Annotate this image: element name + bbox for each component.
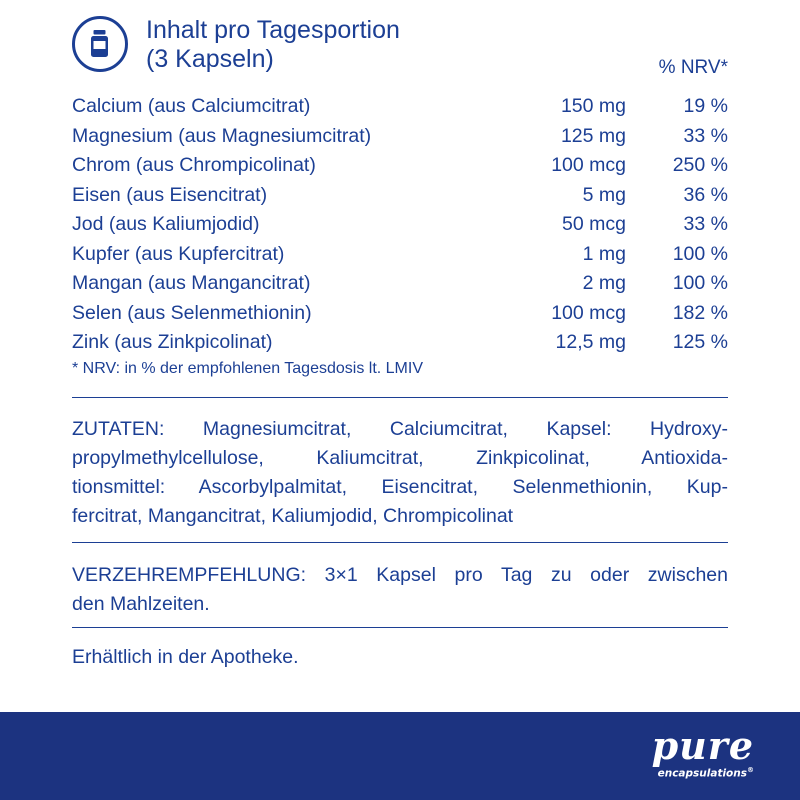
nutrient-amount: 100 mcg xyxy=(551,301,626,324)
nutrient-nrv: 125 % xyxy=(672,331,728,353)
nutrient-amount: 125 mg xyxy=(560,124,626,147)
recommendation-section xyxy=(72,561,728,619)
nrv-column-header: % NRV* xyxy=(658,57,728,78)
divider xyxy=(72,627,728,628)
nutrient-row xyxy=(72,240,732,270)
nutrient-row xyxy=(72,181,732,211)
footer-band xyxy=(0,712,800,800)
nutrient-nrv: 100 % xyxy=(672,242,728,265)
nutrient-amount: 150 mg xyxy=(560,95,626,117)
nutrient-name: Chrom (aus Chrompicolinat) xyxy=(72,154,316,176)
nutrient-nrv: 250 % xyxy=(672,154,728,176)
nutrition-header xyxy=(72,12,732,84)
bottle-glyph xyxy=(91,30,108,57)
nutrient-name: Magnesium (aus Magnesiumcitrat) xyxy=(72,124,372,147)
brand-subline-text: encapsulations xyxy=(657,767,747,780)
nutrient-row xyxy=(72,92,732,122)
ingredients-section xyxy=(72,415,728,531)
ingredients-line: tionsmittel: Ascorbylpalmitat, Eisencitrat, Selenmethionin, Kup- xyxy=(72,476,728,498)
nutrient-name: Selen (aus Selenmethionin) xyxy=(72,301,312,324)
nutrient-table xyxy=(72,92,732,358)
nutrient-nrv: 19 % xyxy=(683,95,728,117)
nutrient-row xyxy=(72,328,732,358)
nutrient-row xyxy=(72,269,732,299)
nrv-footnote: * NRV: in % der empfohlenen Tagesdosis lt. LMIV xyxy=(72,360,423,377)
nutrient-name: Zink (aus Zinkpicolinat) xyxy=(72,331,273,353)
nutrient-name: Mangan (aus Mangancitrat) xyxy=(72,272,311,294)
ingredients-line: propylmethylcellulose, Kaliumcitrat, Zinkpicolinat, Antioxida- xyxy=(72,447,728,469)
nutrient-amount: 100 mcg xyxy=(551,154,626,176)
brand-subline xyxy=(652,764,754,781)
page-title xyxy=(146,16,400,74)
nutrient-nrv: 33 % xyxy=(683,124,728,147)
nutrient-nrv: 36 % xyxy=(683,183,728,206)
title-line-2: (3 Kapseln) xyxy=(146,45,274,73)
nutrient-row xyxy=(72,122,732,152)
nutrient-name: Jod (aus Kaliumjodid) xyxy=(72,213,260,235)
nutrient-name: Calcium (aus Calciumcitrat) xyxy=(72,95,311,117)
nutrient-row xyxy=(72,299,732,329)
divider xyxy=(72,397,728,398)
ingredients-line: fercitrat, Mangancitrat, Kaliumjodid, Chrompicolinat xyxy=(72,505,514,527)
nutrient-row xyxy=(72,151,732,181)
nutrient-nrv: 33 % xyxy=(683,213,728,235)
nutrient-amount: 1 mg xyxy=(582,242,626,265)
nutrient-amount: 5 mg xyxy=(582,183,626,206)
nutrient-amount: 12,5 mg xyxy=(555,331,626,353)
brand-logo xyxy=(651,723,754,781)
nutrient-nrv: 100 % xyxy=(672,272,728,294)
brand-name: pure xyxy=(651,723,754,768)
nutrient-row xyxy=(72,210,732,240)
supplement-bottle-icon xyxy=(72,16,128,72)
nutrient-amount: 50 mcg xyxy=(562,213,626,235)
nutrient-name: Eisen (aus Eisencitrat) xyxy=(72,183,268,206)
registered-mark: ® xyxy=(747,766,754,774)
divider xyxy=(72,542,728,543)
nutrient-nrv: 182 % xyxy=(672,301,728,324)
nutrient-name: Kupfer (aus Kupfercitrat) xyxy=(72,242,285,265)
availability-note: Erhältlich in der Apotheke. xyxy=(72,646,299,668)
title-line-1: Inhalt pro Tagesportion xyxy=(146,16,400,44)
recommendation-line: den Mahlzeiten. xyxy=(72,593,210,615)
recommendation-line: VERZEHREMPFEHLUNG: 3×1 Kapsel pro Tag zu oder zwischen xyxy=(72,564,728,586)
nutrient-amount: 2 mg xyxy=(582,272,626,294)
ingredients-line: ZUTATEN: Magnesiumcitrat, Calciumcitrat, Kapsel: Hydroxy- xyxy=(72,418,728,440)
